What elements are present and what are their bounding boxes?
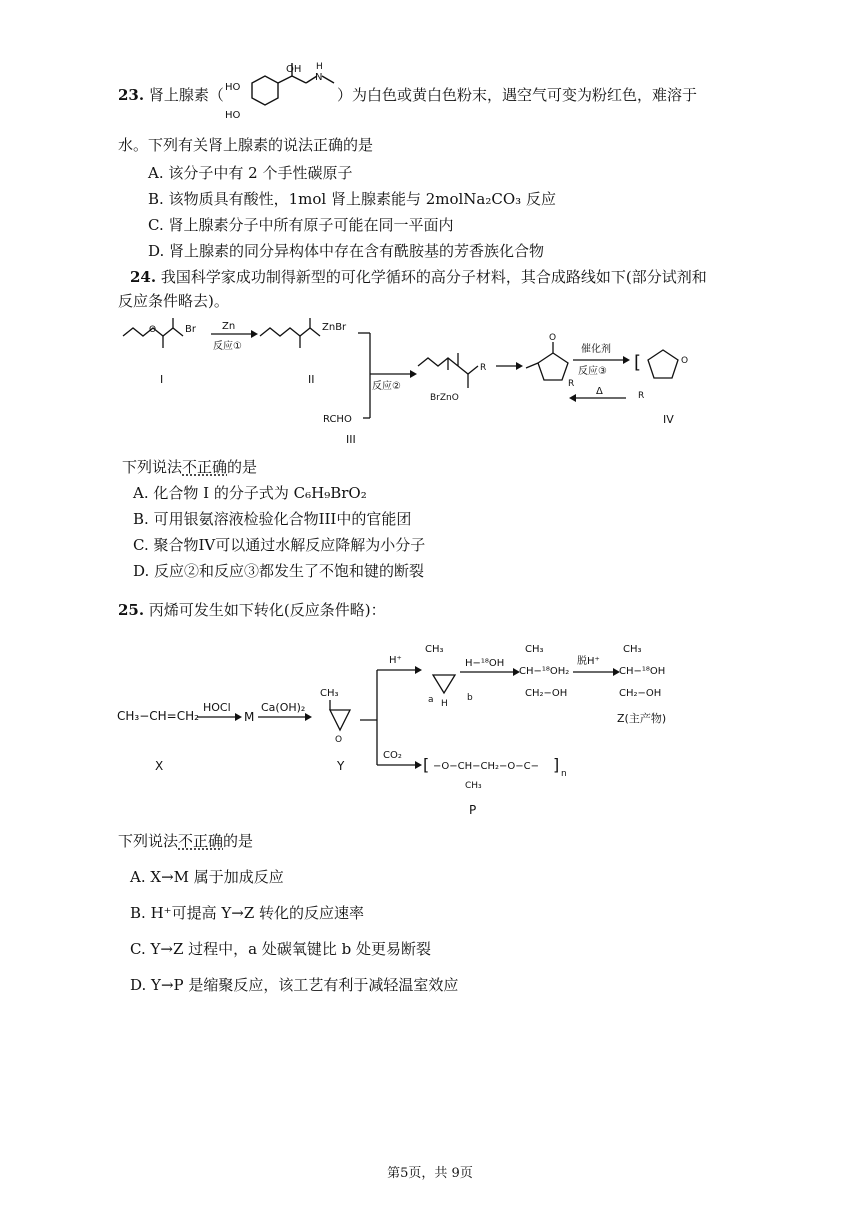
question-suffix: 的是 xyxy=(227,458,258,476)
q24-stem-text: 我国科学家成功制得新型的可化学循环的高分子材料，其合成路线如下(部分试剂和 xyxy=(160,268,707,286)
q24-stem-line1 xyxy=(130,266,707,288)
option-label: D. xyxy=(148,242,165,260)
q25-option-d xyxy=(130,974,458,996)
q23-desc-line2: 水。下列有关肾上腺素的说法正确的是 xyxy=(118,136,374,154)
rcho: RCHO xyxy=(323,414,352,425)
compound-i-br: Br xyxy=(185,324,196,335)
q23-line1 xyxy=(118,84,224,106)
q23-name: 肾上腺素（ xyxy=(148,86,224,104)
protonated-ch3: CH₃ xyxy=(425,644,444,655)
q25-stem-text: 丙烯可发生如下转化(反应条件略)： xyxy=(148,601,386,619)
reaction-1-label: 反应① xyxy=(213,341,242,352)
compound-y-label: Y xyxy=(337,759,345,773)
polymer-o: O xyxy=(681,356,689,366)
q23-line1-cont xyxy=(337,84,697,106)
q23-option-c xyxy=(148,214,454,236)
compound-m: M xyxy=(244,710,255,724)
compound-ii-label: II xyxy=(308,373,315,386)
z-ch2: CH₂−OH xyxy=(619,688,662,699)
q24-synthesis-scheme xyxy=(118,318,698,448)
bond-a-label: a xyxy=(428,695,434,705)
q23-option-d xyxy=(148,240,544,262)
reagent-hocl: HOCl xyxy=(203,701,231,714)
polymer-r: R xyxy=(638,391,645,401)
question-suffix: 的是 xyxy=(223,832,254,850)
y-oxygen: O xyxy=(335,735,343,745)
option-label: C. xyxy=(148,216,164,234)
option-text: 该分子中有 2 个手性碳原子 xyxy=(168,164,353,182)
option-text: 聚合物IV可以通过水解反应降解为小分子 xyxy=(153,536,426,554)
q24-option-a xyxy=(133,482,367,504)
adrenaline-ho-left: HO xyxy=(225,82,241,93)
compound-i-o: O xyxy=(149,325,157,335)
option-text: 化合物 I 的分子式为 C₆H₉BrO₂ xyxy=(153,484,367,502)
bond-b-label: b xyxy=(467,693,473,703)
q23-close-paren: ） xyxy=(337,86,353,104)
option-text: H⁺可提高 Y→Z 转化的反应速率 xyxy=(150,904,365,922)
reagent-caoh2: Ca(OH)₂ xyxy=(261,701,306,714)
q25-option-c xyxy=(130,938,431,960)
intermediate-r: R xyxy=(480,363,487,373)
question-prefix: 下列说法 xyxy=(118,832,179,850)
compound-x-formula: CH₃−CH=CH₂ xyxy=(117,709,199,723)
option-text: Y→Z 过程中，a 处碳氧键比 b 处更易断裂 xyxy=(150,940,432,958)
option-label: A. xyxy=(130,868,146,886)
adrenaline-ho-bottom: HO xyxy=(225,110,241,121)
question-emphasis: 不正确 xyxy=(182,458,228,476)
option-label: A. xyxy=(133,484,149,502)
heat-symbol: Δ xyxy=(596,386,603,397)
reagent-hplus: H⁺ xyxy=(389,655,402,666)
q23-desc-line1: 为白色或黄白色粉末，遇空气可变为粉红色，难溶于 xyxy=(352,86,698,104)
reaction-2-label: 反应② xyxy=(372,381,401,392)
option-text: 可用银氨溶液检验化合物III中的官能团 xyxy=(153,510,412,528)
q25-stem xyxy=(118,599,386,621)
adrenaline-structure xyxy=(222,58,342,128)
q25-question xyxy=(118,830,253,852)
option-text: 肾上腺素的同分异构体中存在含有酰胺基的芳香族化合物 xyxy=(169,242,545,260)
q24-option-c xyxy=(133,534,425,556)
option-label: C. xyxy=(130,940,146,958)
compound-z-label: Z(主产物) xyxy=(617,712,667,725)
z-ch: CH−¹⁸OH xyxy=(619,666,666,677)
intermediate-ch: CH−¹⁸OH₂ xyxy=(519,666,570,677)
z-ch3: CH₃ xyxy=(623,644,642,655)
reaction-3-label: 反应③ xyxy=(578,366,607,377)
q24-option-d xyxy=(133,560,424,582)
brzno: BrZnO xyxy=(430,393,459,403)
question-prefix: 下列说法 xyxy=(122,458,183,476)
reagent-zn: Zn xyxy=(222,321,236,332)
q24-stem-line2: 反应条件略去)。 xyxy=(118,292,229,310)
intermediate-ch2: CH₂−OH xyxy=(525,688,568,699)
option-label: D. xyxy=(130,976,147,994)
p-bracket-left: [ xyxy=(423,755,430,774)
question-emphasis: 不正确 xyxy=(178,832,224,850)
adrenaline-oh-top: OH xyxy=(286,64,302,75)
q23-number: 23. xyxy=(118,86,145,104)
option-label: B. xyxy=(148,190,164,208)
deprotonation-label: 脱H⁺ xyxy=(577,656,600,667)
compound-i-label: I xyxy=(160,373,164,386)
page-footer: 第5页，共 9页 xyxy=(387,1166,473,1181)
lactone-r: R xyxy=(568,379,575,389)
option-label: A. xyxy=(148,164,164,182)
q24-number: 24. xyxy=(130,268,157,286)
option-label: B. xyxy=(130,904,146,922)
option-text: 该物质具有酸性，1mol 肾上腺素能与 2molNa₂CO₃ 反应 xyxy=(168,190,556,208)
adrenaline-h: H xyxy=(316,62,323,72)
compound-p-label: P xyxy=(469,803,477,817)
reagent-co2: CO₂ xyxy=(383,750,402,761)
compound-iv-label: IV xyxy=(663,413,674,426)
option-label: D. xyxy=(133,562,150,580)
p-bracket-right: ] xyxy=(553,755,560,774)
compound-x-label: X xyxy=(155,759,164,773)
compound-iii-label: III xyxy=(346,433,356,446)
q23-option-a xyxy=(148,162,352,184)
q23-option-b xyxy=(148,188,556,210)
adrenaline-n: N xyxy=(315,72,323,83)
y-ch3: CH₃ xyxy=(320,688,339,699)
q25-number: 25. xyxy=(118,601,145,619)
protonated-h: H xyxy=(441,699,448,709)
option-label: B. xyxy=(133,510,149,528)
polymer-p-chain: −O−CH−CH₂−O−C− xyxy=(433,761,540,772)
compound-ii-znbr: ZnBr xyxy=(322,322,347,333)
q24-option-b xyxy=(133,508,411,530)
q24-question xyxy=(122,456,257,478)
lactone-o: O xyxy=(549,333,557,343)
polymer-ch3: CH₃ xyxy=(465,781,482,791)
polymer-bracket-left: [ xyxy=(634,352,642,373)
catalyst-label: 催化剂 xyxy=(581,344,611,355)
q25-option-a xyxy=(130,866,284,888)
polymer-n: n xyxy=(561,769,567,779)
option-label: C. xyxy=(133,536,149,554)
option-text: Y→P 是缩聚反应，该工艺有利于减轻温室效应 xyxy=(151,976,459,994)
water-18: H−¹⁸OH xyxy=(465,658,505,669)
intermediate-ch3: CH₃ xyxy=(525,644,544,655)
option-text: 肾上腺素分子中所有原子可能在同一平面内 xyxy=(168,216,454,234)
option-text: X→M 属于加成反应 xyxy=(150,868,284,886)
option-text: 反应②和反应③都发生了不饱和键的断裂 xyxy=(154,562,425,580)
q25-reaction-scheme xyxy=(115,630,715,820)
q25-option-b xyxy=(130,902,364,924)
